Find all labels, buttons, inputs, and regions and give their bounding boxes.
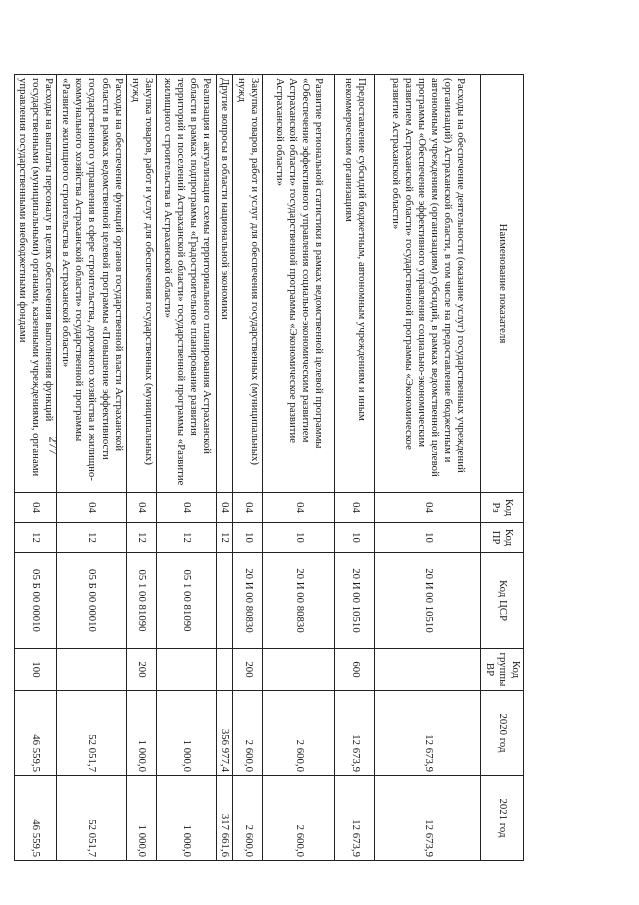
row-vr: 200 <box>233 649 263 691</box>
row-vr <box>263 649 335 691</box>
row-2021: 317 661,6 <box>217 776 233 861</box>
row-pr: 10 <box>375 523 481 553</box>
row-rz: 04 <box>157 493 217 523</box>
header-vr: Код группы ВР <box>481 649 524 691</box>
row-csr: 20 И 00 80830 <box>263 553 335 649</box>
row-name: Закупка товаров, работ и услуг для обеспечения государственных (муниципальных) нужд <box>233 75 263 493</box>
row-2020: 1 000,0 <box>157 691 217 776</box>
header-csr: Код ЦСР <box>481 553 524 649</box>
row-2020: 356 977,4 <box>217 691 233 776</box>
row-vr <box>375 649 481 691</box>
row-vr: 100 <box>14 649 57 691</box>
header-name: Наименование показателя <box>481 75 524 493</box>
row-name: Закупка товаров, работ и услуг для обеспечения государственных (муниципальных) нужд <box>127 75 157 493</box>
table-row <box>14 75 57 861</box>
row-2021: 1 000,0 <box>157 776 217 861</box>
row-2021: 12 673,9 <box>335 776 375 861</box>
header-2020: 2020 год <box>481 691 524 776</box>
row-2021: 2 600,0 <box>263 776 335 861</box>
row-2021: 1 000,0 <box>127 776 157 861</box>
row-pr: 12 <box>157 523 217 553</box>
row-pr: 12 <box>57 523 127 553</box>
header-2021: 2021 год <box>481 776 524 861</box>
row-2020: 52 051,7 <box>57 691 127 776</box>
row-rz: 04 <box>57 493 127 523</box>
table-row <box>375 75 481 861</box>
row-vr: 200 <box>127 649 157 691</box>
row-csr: 05 1 00 81090 <box>127 553 157 649</box>
row-2021: 46 559,5 <box>14 776 57 861</box>
table-row <box>263 75 335 861</box>
row-pr: 12 <box>217 523 233 553</box>
row-csr <box>217 553 233 649</box>
header-rz: Код Рз <box>481 493 524 523</box>
row-name: Развитие региональной статистики в рамках ведомственной целевой программы «Обеспечение эффективного управления социально-экономическим развитием Астраханской области» государственной программы «Экономическое развитие Астраханской области» <box>263 75 335 493</box>
row-2020: 12 673,9 <box>375 691 481 776</box>
row-2020: 46 559,5 <box>14 691 57 776</box>
row-2020: 1 000,0 <box>127 691 157 776</box>
row-vr: 600 <box>335 649 375 691</box>
page-number: 277 <box>46 436 61 455</box>
row-name: Предоставление субсидий бюджетным, автономным учреждениям и иным некоммерческим организациям <box>335 75 375 493</box>
row-vr <box>157 649 217 691</box>
row-rz: 04 <box>14 493 57 523</box>
row-csr: 05 1 00 81090 <box>157 553 217 649</box>
row-rz: 04 <box>335 493 375 523</box>
budget-table <box>14 74 524 861</box>
table-header-row <box>481 75 524 861</box>
row-pr: 12 <box>14 523 57 553</box>
row-rz: 04 <box>217 493 233 523</box>
row-rz: 04 <box>375 493 481 523</box>
header-pr: Код ПР <box>481 523 524 553</box>
row-csr: 05 Б 00 00010 <box>57 553 127 649</box>
row-name: Расходы на выплаты персоналу в целях обеспечения выполнения функций государственными (муниципальными) органами, казенными учреждениями, органами управления государственными внебюджетными фондами <box>14 75 57 493</box>
row-pr: 12 <box>127 523 157 553</box>
row-2021: 2 600,0 <box>233 776 263 861</box>
table-row <box>335 75 375 861</box>
table-row <box>127 75 157 861</box>
row-csr: 05 Б 00 00010 <box>14 553 57 649</box>
row-2021: 12 673,9 <box>375 776 481 861</box>
row-vr <box>217 649 233 691</box>
table-row <box>157 75 217 861</box>
row-2021: 52 051,7 <box>57 776 127 861</box>
row-name: Реализация и актуализация схемы территориального планирования Астраханской области в рамках подпрограммы «Градостроительное планирование развития территорий и поселений Астраханской области» государственной программы «Развитие жилищного строительства в Астраханской области» <box>157 75 217 493</box>
row-pr: 10 <box>263 523 335 553</box>
row-rz: 04 <box>263 493 335 523</box>
row-vr <box>57 649 127 691</box>
row-name: Расходы на обеспечение функций органов государственной власти Астраханской области в рамках ведомственной целевой программы «Повышение эффективности государственного управления в сфере строительства, дорожного хозяйства и жилищно-коммунального хозяйства Астраханской области» государственной программы «Развитие жилищного строительства в Астраханской области» <box>57 75 127 493</box>
table-row <box>57 75 127 861</box>
row-pr: 10 <box>233 523 263 553</box>
row-name: Расходы на обеспечение деятельности (оказание услуг) государственных учреждений (организаций) Астраханской области, в том числе на предоставление бюджетным и автономным учреждениям (организациям) субсидий, в рамках ведомственной целевой программы «Обеспечение эффективного управления социально-экономическим развитием Астраханской области» государственной программы «Экономическое развитие Астраханской области» <box>375 75 481 493</box>
row-2020: 2 600,0 <box>263 691 335 776</box>
row-2020: 12 673,9 <box>335 691 375 776</box>
table-row <box>217 75 233 861</box>
row-rz: 04 <box>127 493 157 523</box>
row-name: Другие вопросы в области национальной экономики <box>217 75 233 493</box>
row-pr: 10 <box>335 523 375 553</box>
row-csr: 20 И 00 80830 <box>233 553 263 649</box>
row-csr: 20 И 00 10510 <box>335 553 375 649</box>
table-row <box>233 75 263 861</box>
row-csr: 20 И 00 10510 <box>375 553 481 649</box>
row-2020: 2 600,0 <box>233 691 263 776</box>
row-rz: 04 <box>233 493 263 523</box>
